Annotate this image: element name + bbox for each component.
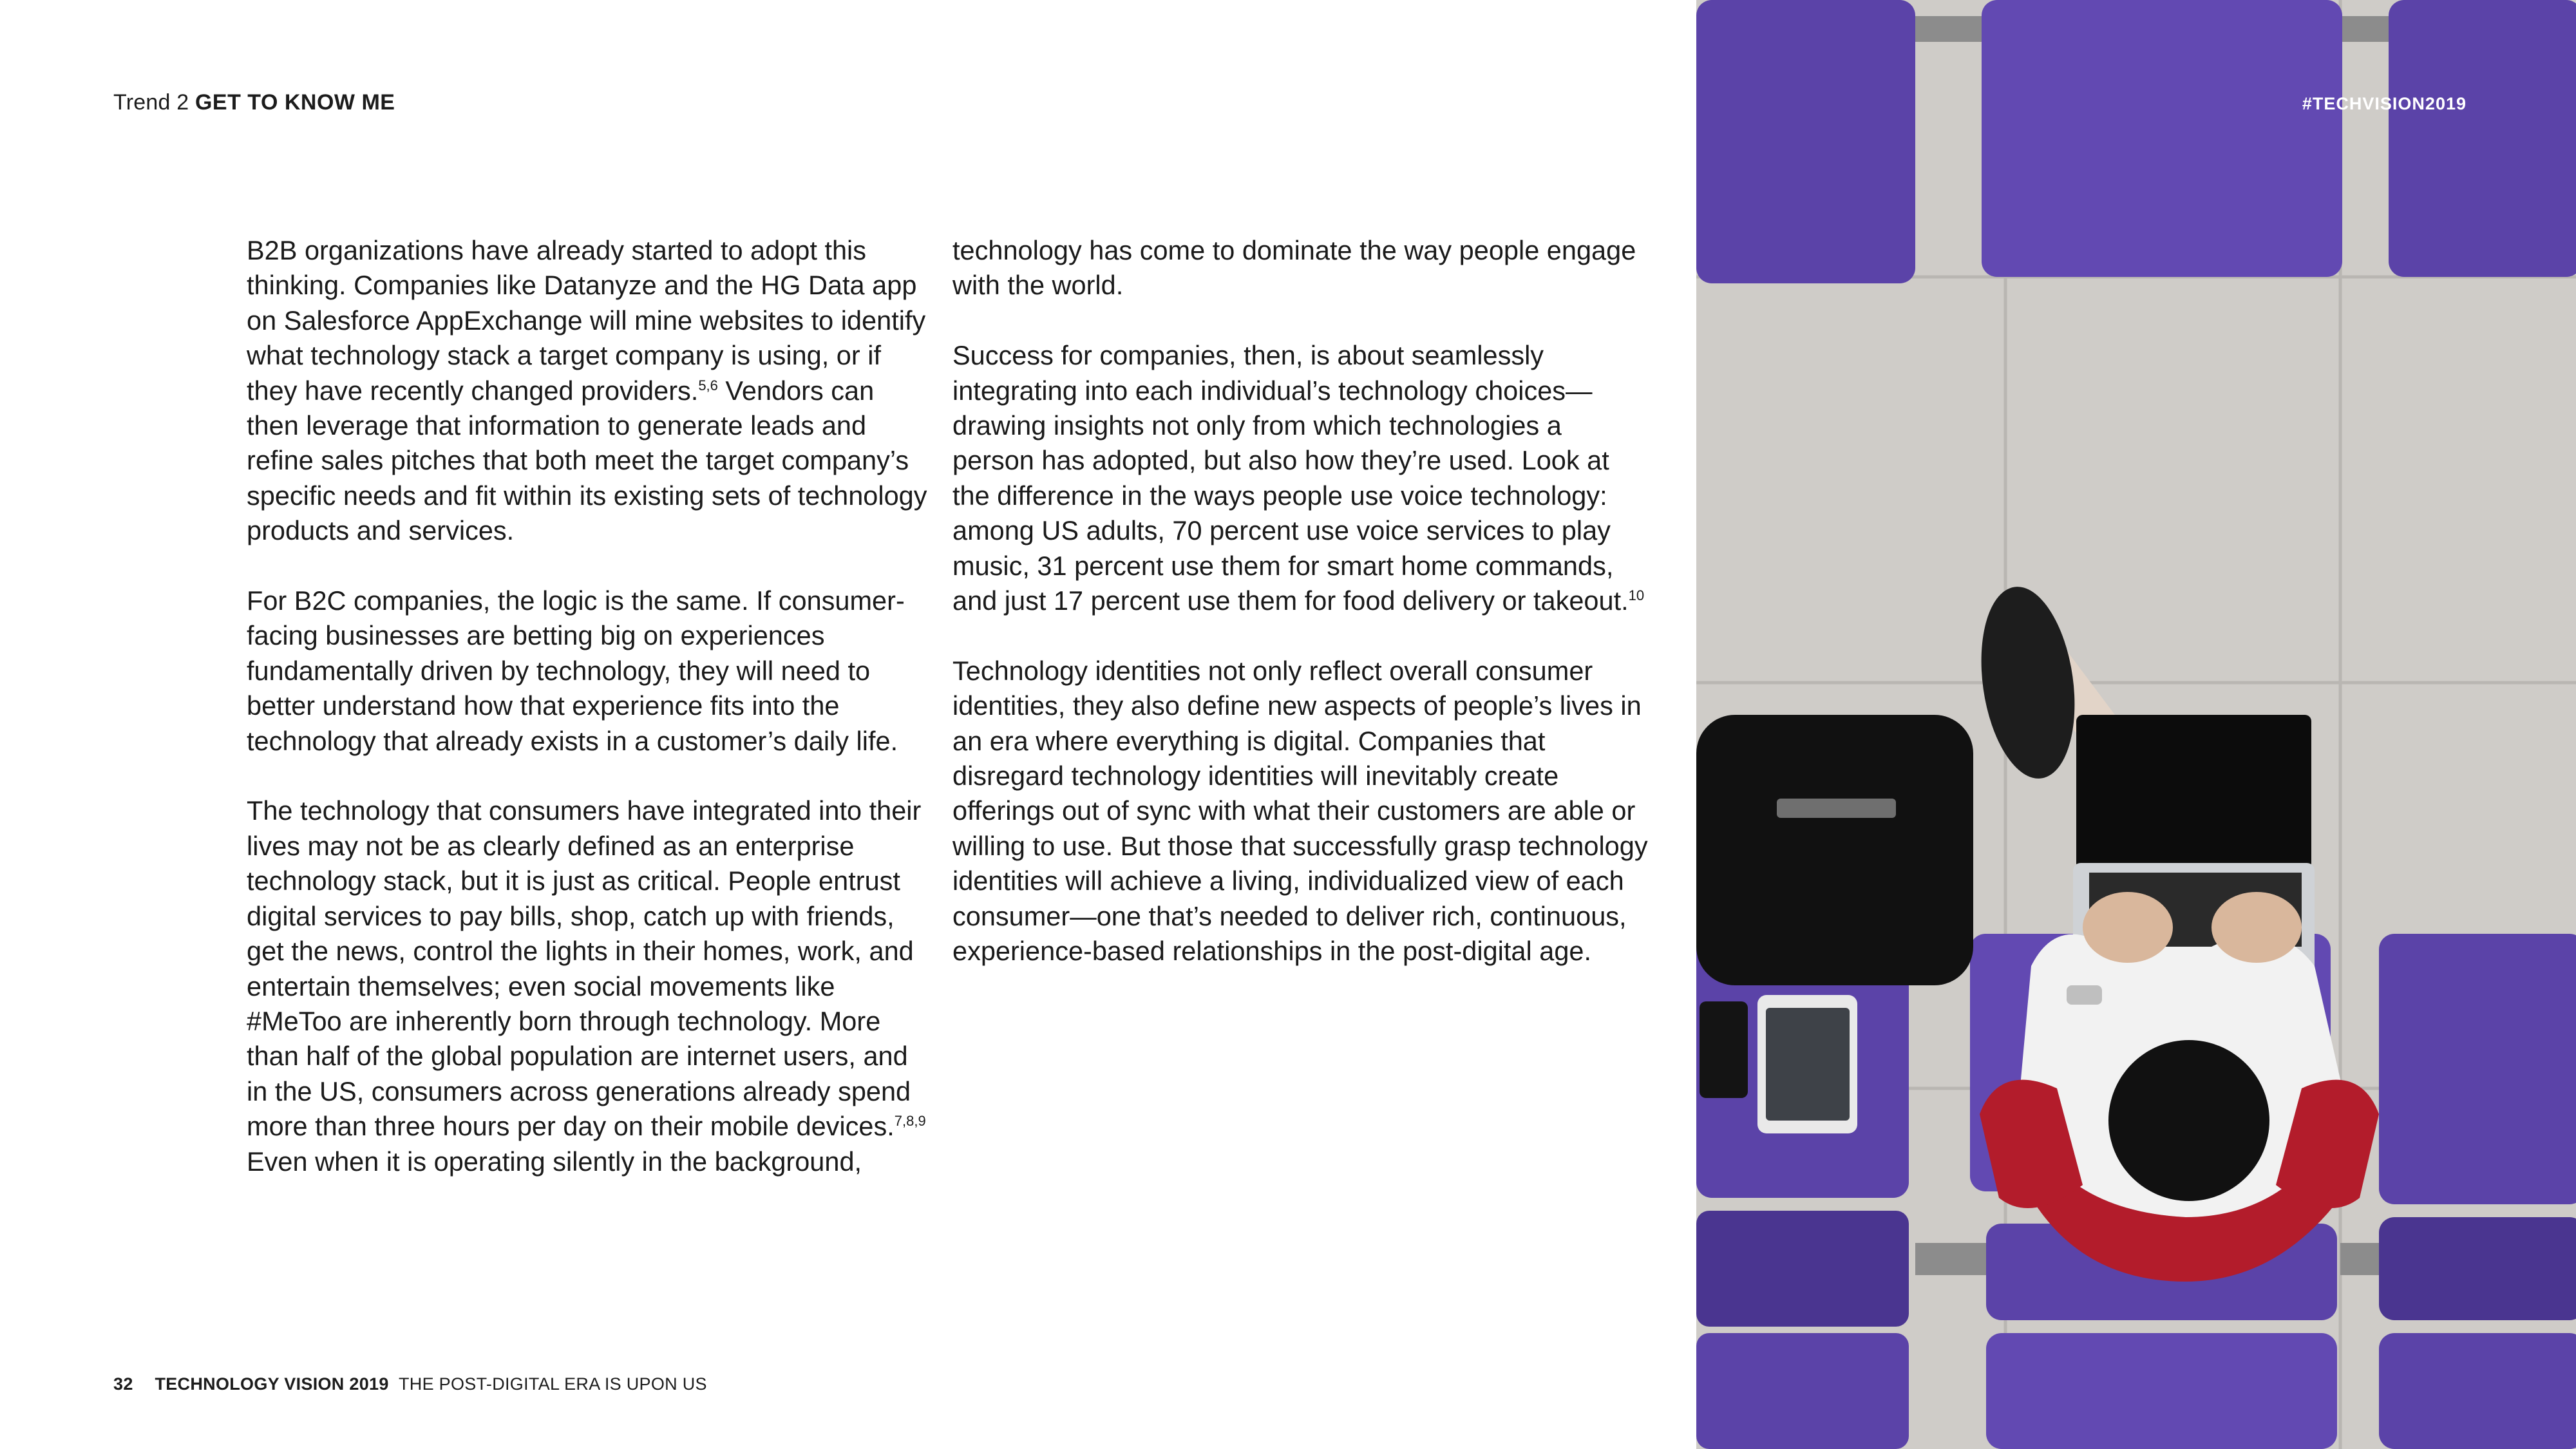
publication-tagline: THE POST-DIGITAL ERA IS UPON US [398,1374,707,1394]
trend-title: GET TO KNOW ME [194,90,395,115]
publication-title: TECHNOLOGY VISION 2019 [155,1374,389,1394]
left-paragraph-3: The technology that consumers have integrated into their lives may not be as clearly defined as an enterprise technology stack, but it is just as critical. People entrust digital services to pay bills, shop, catch up with friends, get the news, control the lights in their homes, work, and entertain themselves; even social movements like #MeToo are inherently born through technology. More than half of the global population are internet users, and in the US, consumers across generations already spend more than three hours per day on their mobile devices.$^{7,8,9}$ Even when it is operating silently in the background, [247,795,926,1177]
section-header [113,90,395,115]
page-footer [113,1374,707,1394]
photo-man-with-laptop [1696,0,2576,1449]
right-paragraph-2: Success for companies, then, is about seamlessly integrating into each individual’s technology choices—drawing insights not only from which technologies a person has adopted, but also how they’re used. Look at the difference in the ways people use voice technology: among US adults, 70 percent use voice services to play music, 31 percent use them for smart home commands, and just 17 percent use them for food delivery or takeout.$^{10}$ [952,340,1645,616]
left-column [247,233,929,1214]
left-paragraph-1: B2B organizations have already started to adopt this thinking. Companies like Datanyze and the HG Data app on Salesforce AppExchange will mine websites to identify what technology stack a target company is using, or if they have recently changed providers.$^{5,6}$ Vendors can then leverage that information to generate leads and refine sales pitches that both meet the target company’s specific needs and fit within its existing sets of technology products and services. [247,235,927,546]
right-column [952,233,1648,1004]
footnote-ref: 10 [1628,587,1645,604]
footnote-ref: 7,8,9 [894,1113,926,1130]
photo-illustration [1696,0,2576,1449]
page-number: 32 [113,1374,133,1394]
right-paragraph-1: technology has come to dominate the way people engage with the world. [952,235,1636,301]
footnote-ref: 5,6 [698,377,718,393]
right-paragraph-3: Technology identities not only reflect overall consumer identities, they also define new aspects of people’s lives in an era where everything is digital. Companies that disregard technology identities will inevitably create offerings out of sync with what their customers are able or willing to use. But those that successfully grasp technology identities will achieve a living, individualized view of each consumer—one that’s needed to deliver rich, continuous, experience-based relationships in the post-digital age. [952,655,1648,967]
trend-label: Trend 2 [113,90,189,115]
left-paragraph-2: For B2C companies, the logic is the same. If consumer-facing businesses are betting big on experiences fundamentally driven by technology, they will need to better understand how that experience fits into the technology that already exists in a customer’s daily life. [247,585,905,756]
hashtag: #TECHVISION2019 [2302,94,2467,113]
